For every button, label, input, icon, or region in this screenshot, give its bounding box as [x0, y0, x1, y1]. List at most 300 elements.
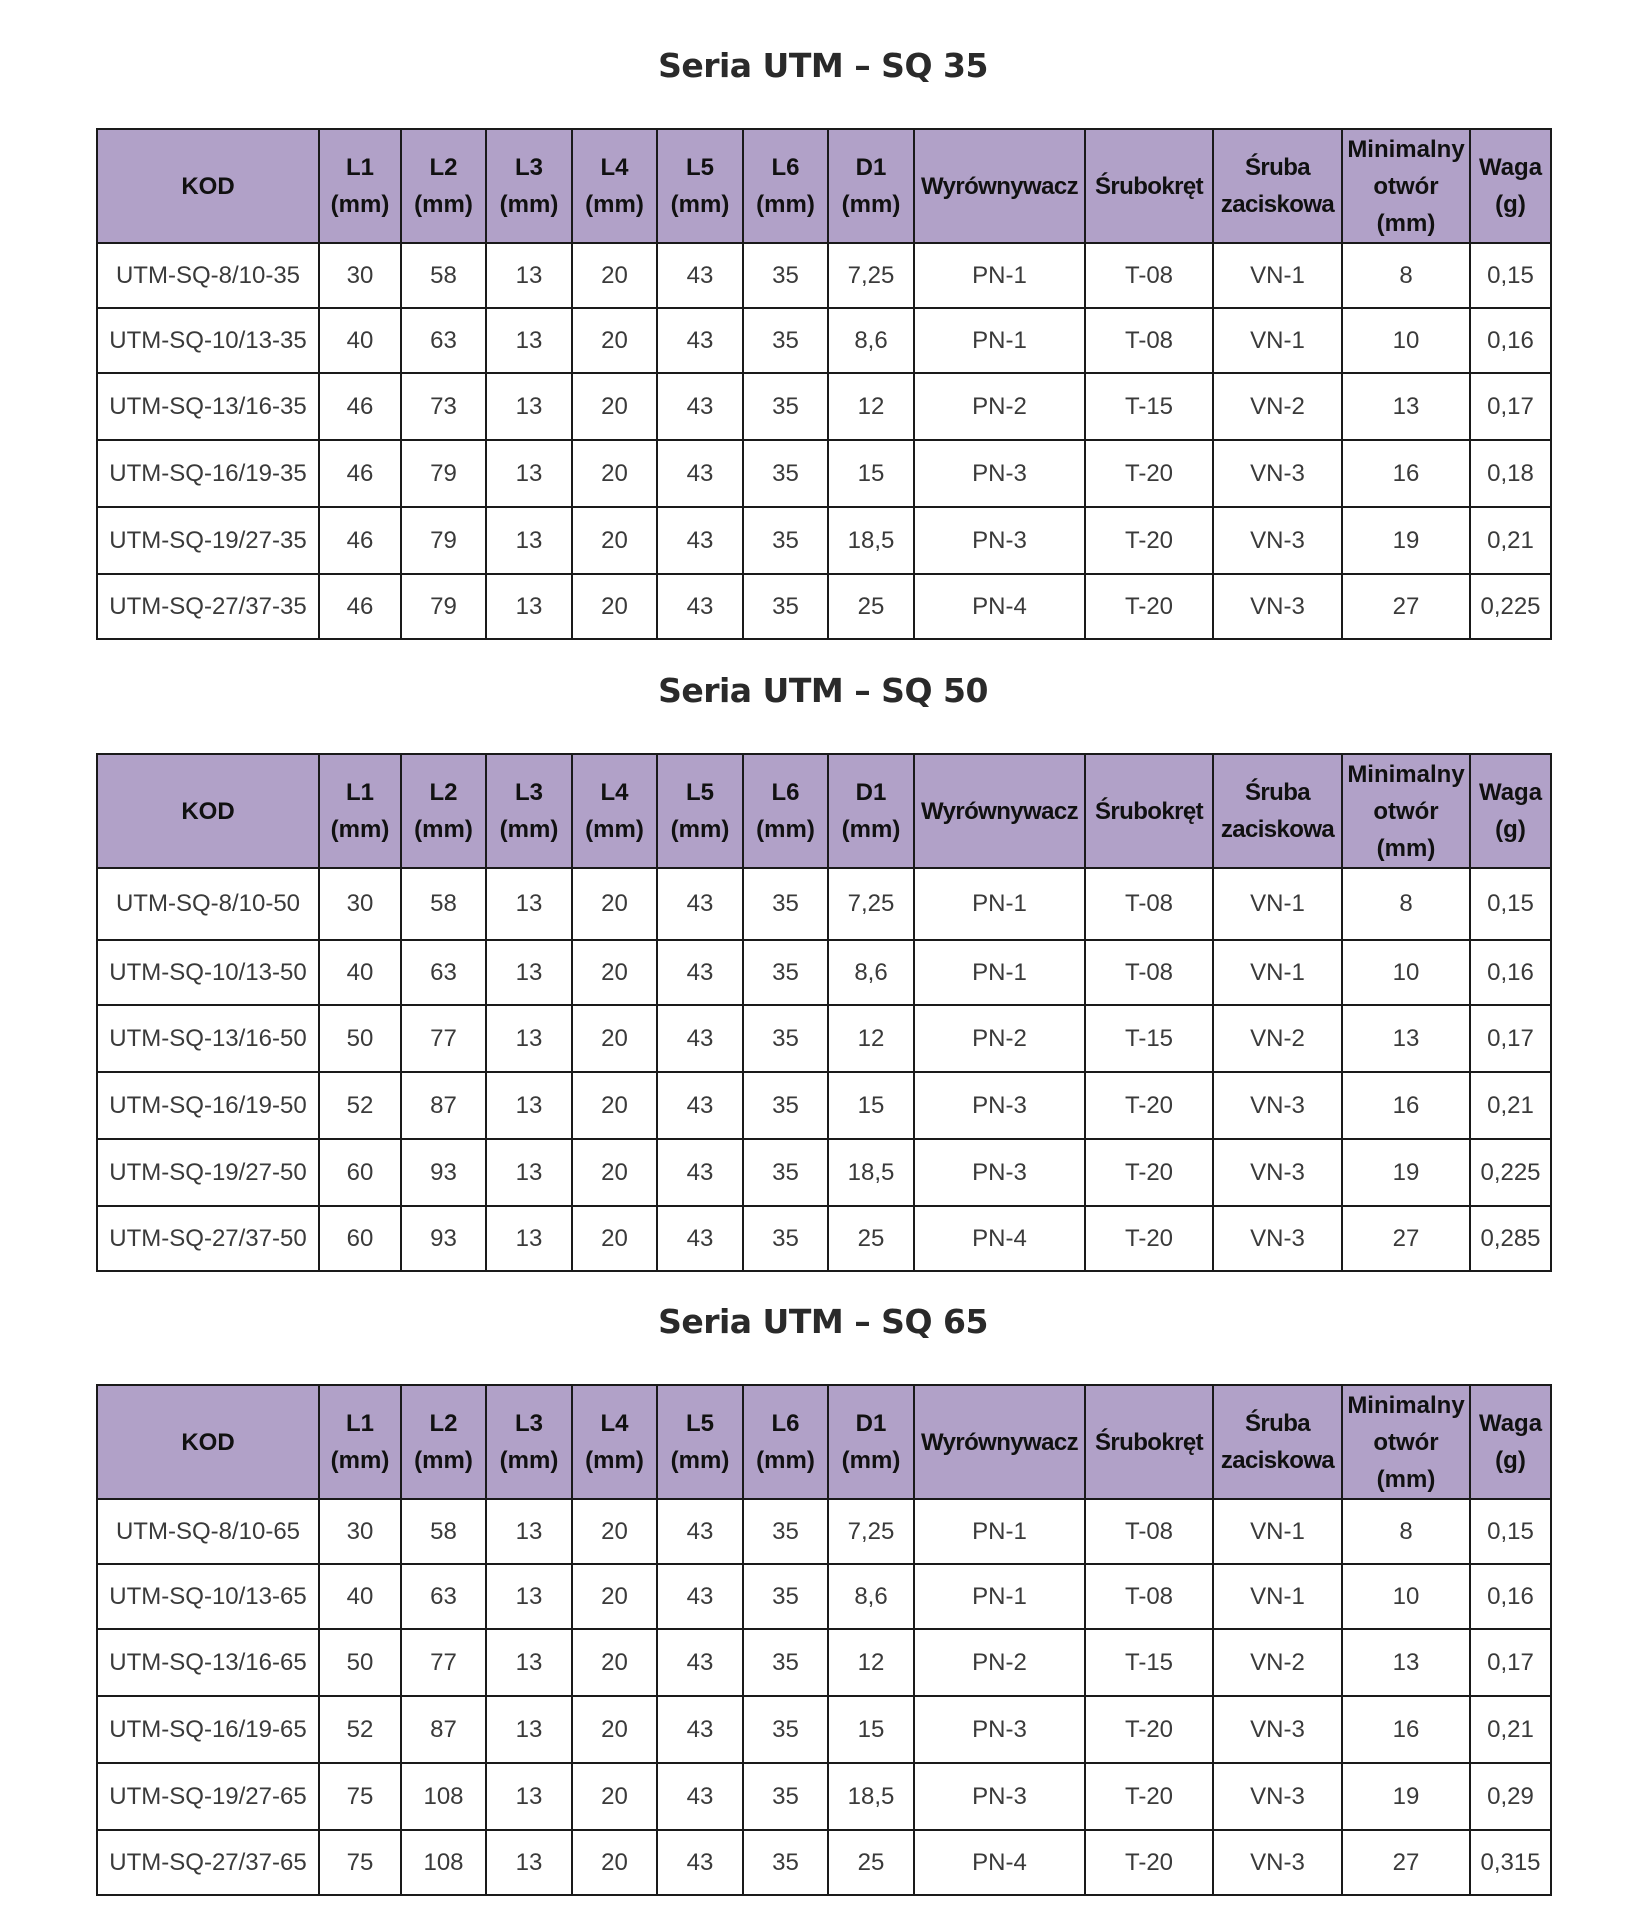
spec-table-sq35 — [96, 128, 1552, 640]
value-cell: 13 — [486, 868, 572, 940]
value-cell: 20 — [572, 574, 657, 639]
value-cell: 46 — [319, 574, 401, 639]
value-cell: T-20 — [1085, 1696, 1213, 1763]
section-sq65 — [96, 1296, 1550, 1896]
value-cell: 0,21 — [1470, 1072, 1551, 1139]
table-row — [97, 1072, 1551, 1139]
value-cell: 0,16 — [1470, 1564, 1551, 1629]
value-cell: VN-2 — [1213, 373, 1342, 440]
header-cell: L6 (mm) — [743, 754, 828, 868]
value-cell: 18,5 — [828, 1139, 914, 1206]
value-cell: 46 — [319, 373, 401, 440]
value-cell: 43 — [657, 868, 743, 940]
value-cell: 7,25 — [828, 243, 914, 308]
value-cell: 20 — [572, 243, 657, 308]
table-row — [97, 868, 1551, 940]
value-cell: 43 — [657, 1139, 743, 1206]
value-cell: 43 — [657, 1629, 743, 1696]
value-cell: 13 — [1342, 1629, 1470, 1696]
value-cell: 40 — [319, 308, 401, 373]
value-cell: VN-3 — [1213, 1206, 1342, 1271]
value-cell: 8,6 — [828, 940, 914, 1005]
product-code-cell: UTM-SQ-19/27-35 — [97, 507, 319, 574]
value-cell: 20 — [572, 940, 657, 1005]
product-code-cell: UTM-SQ-16/19-65 — [97, 1696, 319, 1763]
value-cell: 43 — [657, 507, 743, 574]
value-cell: T-20 — [1085, 1830, 1213, 1895]
value-cell: 58 — [401, 1499, 486, 1564]
header-cell: L3 (mm) — [486, 129, 572, 243]
value-cell: 0,15 — [1470, 868, 1551, 940]
value-cell: VN-3 — [1213, 1696, 1342, 1763]
header-cell: L4 (mm) — [572, 129, 657, 243]
value-cell: 35 — [743, 1005, 828, 1072]
value-cell: 79 — [401, 574, 486, 639]
value-cell: 13 — [486, 574, 572, 639]
header-cell: Minimalny otwór (mm) — [1342, 1385, 1470, 1499]
value-cell: 87 — [401, 1696, 486, 1763]
value-cell: 13 — [1342, 373, 1470, 440]
value-cell: PN-4 — [914, 1830, 1085, 1895]
value-cell: 20 — [572, 868, 657, 940]
header-cell: Minimalny otwór (mm) — [1342, 129, 1470, 243]
value-cell: 13 — [486, 373, 572, 440]
header-cell: KOD — [97, 129, 319, 243]
value-cell: 43 — [657, 1564, 743, 1629]
header-cell: Minimalny otwór (mm) — [1342, 754, 1470, 868]
value-cell: 63 — [401, 1564, 486, 1629]
header-cell: Waga (g) — [1470, 754, 1551, 868]
value-cell: 35 — [743, 507, 828, 574]
value-cell: 0,16 — [1470, 940, 1551, 1005]
value-cell: 35 — [743, 1206, 828, 1271]
value-cell: 15 — [828, 1072, 914, 1139]
value-cell: 43 — [657, 308, 743, 373]
value-cell: 16 — [1342, 1696, 1470, 1763]
value-cell: 46 — [319, 507, 401, 574]
value-cell: 43 — [657, 1696, 743, 1763]
value-cell: 35 — [743, 1763, 828, 1830]
value-cell: 12 — [828, 1005, 914, 1072]
value-cell: 79 — [401, 440, 486, 507]
value-cell: 0,285 — [1470, 1206, 1551, 1271]
value-cell: 27 — [1342, 1830, 1470, 1895]
value-cell: PN-1 — [914, 243, 1085, 308]
value-cell: 0,17 — [1470, 1005, 1551, 1072]
value-cell: VN-2 — [1213, 1629, 1342, 1696]
value-cell: 8 — [1342, 868, 1470, 940]
value-cell: 35 — [743, 1072, 828, 1139]
value-cell: VN-1 — [1213, 1564, 1342, 1629]
value-cell: T-08 — [1085, 868, 1213, 940]
value-cell: T-20 — [1085, 1072, 1213, 1139]
value-cell: 13 — [486, 1072, 572, 1139]
value-cell: 43 — [657, 940, 743, 1005]
value-cell: 35 — [743, 940, 828, 1005]
value-cell: 75 — [319, 1763, 401, 1830]
value-cell: PN-3 — [914, 1763, 1085, 1830]
value-cell: 13 — [486, 1564, 572, 1629]
value-cell: 35 — [743, 308, 828, 373]
value-cell: 60 — [319, 1139, 401, 1206]
value-cell: PN-1 — [914, 1499, 1085, 1564]
value-cell: 0,17 — [1470, 373, 1551, 440]
value-cell: 18,5 — [828, 507, 914, 574]
value-cell: 63 — [401, 308, 486, 373]
value-cell: 20 — [572, 308, 657, 373]
value-cell: 43 — [657, 373, 743, 440]
table-row — [97, 1499, 1551, 1564]
value-cell: T-08 — [1085, 243, 1213, 308]
value-cell: 13 — [486, 1696, 572, 1763]
value-cell: 20 — [572, 373, 657, 440]
value-cell: T-20 — [1085, 1206, 1213, 1271]
value-cell: VN-3 — [1213, 1830, 1342, 1895]
value-cell: 30 — [319, 243, 401, 308]
product-code-cell: UTM-SQ-10/13-50 — [97, 940, 319, 1005]
value-cell: 46 — [319, 440, 401, 507]
value-cell: 8 — [1342, 1499, 1470, 1564]
header-cell: L1 (mm) — [319, 754, 401, 868]
product-code-cell: UTM-SQ-13/16-35 — [97, 373, 319, 440]
product-code-cell: UTM-SQ-8/10-35 — [97, 243, 319, 308]
value-cell: 79 — [401, 507, 486, 574]
value-cell: 30 — [319, 1499, 401, 1564]
table-row — [97, 1830, 1551, 1895]
value-cell: 20 — [572, 1629, 657, 1696]
value-cell: 43 — [657, 1072, 743, 1139]
value-cell: 30 — [319, 868, 401, 940]
value-cell: 35 — [743, 574, 828, 639]
product-code-cell: UTM-SQ-10/13-65 — [97, 1564, 319, 1629]
value-cell: 0,315 — [1470, 1830, 1551, 1895]
value-cell: T-20 — [1085, 440, 1213, 507]
value-cell: 0,29 — [1470, 1763, 1551, 1830]
value-cell: 40 — [319, 940, 401, 1005]
header-cell: Wyrównywacz — [914, 754, 1085, 868]
product-code-cell: UTM-SQ-10/13-35 — [97, 308, 319, 373]
value-cell: 58 — [401, 243, 486, 308]
header-cell: Śrubokręt — [1085, 754, 1213, 868]
value-cell: 7,25 — [828, 868, 914, 940]
header-cell: L6 (mm) — [743, 129, 828, 243]
value-cell: T-08 — [1085, 940, 1213, 1005]
value-cell: VN-3 — [1213, 1072, 1342, 1139]
table-row — [97, 308, 1551, 373]
value-cell: 8,6 — [828, 308, 914, 373]
value-cell: 0,15 — [1470, 243, 1551, 308]
value-cell: 19 — [1342, 507, 1470, 574]
value-cell: 43 — [657, 1830, 743, 1895]
value-cell: 43 — [657, 1206, 743, 1271]
table-row — [97, 1629, 1551, 1696]
product-code-cell: UTM-SQ-27/37-50 — [97, 1206, 319, 1271]
table-row — [97, 1763, 1551, 1830]
table-row — [97, 574, 1551, 639]
value-cell: 13 — [486, 1629, 572, 1696]
value-cell: 16 — [1342, 440, 1470, 507]
value-cell: 13 — [486, 243, 572, 308]
value-cell: 0,17 — [1470, 1629, 1551, 1696]
value-cell: 35 — [743, 1629, 828, 1696]
value-cell: PN-3 — [914, 1072, 1085, 1139]
value-cell: 15 — [828, 1696, 914, 1763]
value-cell: 10 — [1342, 308, 1470, 373]
value-cell: 20 — [572, 507, 657, 574]
value-cell: VN-3 — [1213, 507, 1342, 574]
value-cell: 20 — [572, 1830, 657, 1895]
value-cell: 0,21 — [1470, 507, 1551, 574]
value-cell: 35 — [743, 1499, 828, 1564]
value-cell: PN-4 — [914, 574, 1085, 639]
value-cell: 13 — [486, 507, 572, 574]
header-cell: L1 (mm) — [319, 1385, 401, 1499]
header-cell: Śruba zaciskowa — [1213, 129, 1342, 243]
spec-table-sq50 — [96, 753, 1552, 1272]
header-cell: L5 (mm) — [657, 1385, 743, 1499]
value-cell: T-08 — [1085, 1499, 1213, 1564]
value-cell: 35 — [743, 1696, 828, 1763]
value-cell: 20 — [572, 440, 657, 507]
product-code-cell: UTM-SQ-8/10-65 — [97, 1499, 319, 1564]
product-code-cell: UTM-SQ-13/16-65 — [97, 1629, 319, 1696]
header-cell: Wyrównywacz — [914, 1385, 1085, 1499]
product-code-cell: UTM-SQ-16/19-50 — [97, 1072, 319, 1139]
header-cell: D1 (mm) — [828, 754, 914, 868]
header-cell: L6 (mm) — [743, 1385, 828, 1499]
value-cell: 52 — [319, 1072, 401, 1139]
header-cell: L2 (mm) — [401, 129, 486, 243]
value-cell: 20 — [572, 1206, 657, 1271]
value-cell: T-20 — [1085, 574, 1213, 639]
value-cell: 63 — [401, 940, 486, 1005]
value-cell: 16 — [1342, 1072, 1470, 1139]
value-cell: 93 — [401, 1139, 486, 1206]
section-sq50 — [96, 665, 1550, 1275]
value-cell: VN-2 — [1213, 1005, 1342, 1072]
value-cell: T-15 — [1085, 1005, 1213, 1072]
header-cell: L5 (mm) — [657, 754, 743, 868]
value-cell: T-08 — [1085, 308, 1213, 373]
value-cell: 8,6 — [828, 1564, 914, 1629]
value-cell: 87 — [401, 1072, 486, 1139]
header-cell: L2 (mm) — [401, 754, 486, 868]
value-cell: 25 — [828, 1206, 914, 1271]
value-cell: PN-2 — [914, 1005, 1085, 1072]
header-cell: L1 (mm) — [319, 129, 401, 243]
product-code-cell: UTM-SQ-27/37-65 — [97, 1830, 319, 1895]
value-cell: 13 — [486, 1206, 572, 1271]
value-cell: 13 — [486, 1139, 572, 1206]
value-cell: PN-4 — [914, 1206, 1085, 1271]
table-row — [97, 1005, 1551, 1072]
value-cell: 8 — [1342, 243, 1470, 308]
value-cell: 0,225 — [1470, 574, 1551, 639]
value-cell: PN-3 — [914, 1696, 1085, 1763]
value-cell: 25 — [828, 1830, 914, 1895]
value-cell: 50 — [319, 1005, 401, 1072]
product-code-cell: UTM-SQ-13/16-50 — [97, 1005, 319, 1072]
section-title: Seria UTM – SQ 35 — [658, 46, 988, 85]
value-cell: PN-1 — [914, 308, 1085, 373]
value-cell: 0,225 — [1470, 1139, 1551, 1206]
value-cell: VN-1 — [1213, 308, 1342, 373]
value-cell: 20 — [572, 1005, 657, 1072]
value-cell: 27 — [1342, 1206, 1470, 1271]
header-cell: KOD — [97, 1385, 319, 1499]
table-row — [97, 1696, 1551, 1763]
value-cell: 50 — [319, 1629, 401, 1696]
value-cell: PN-2 — [914, 1629, 1085, 1696]
table-row — [97, 940, 1551, 1005]
value-cell: 20 — [572, 1499, 657, 1564]
product-code-cell: UTM-SQ-16/19-35 — [97, 440, 319, 507]
value-cell: 35 — [743, 1139, 828, 1206]
table-row — [97, 373, 1551, 440]
value-cell: 43 — [657, 243, 743, 308]
value-cell: PN-1 — [914, 868, 1085, 940]
header-cell: L5 (mm) — [657, 129, 743, 243]
value-cell: 13 — [486, 940, 572, 1005]
value-cell: 20 — [572, 1564, 657, 1629]
value-cell: 0,21 — [1470, 1696, 1551, 1763]
section-title: Seria UTM – SQ 50 — [658, 671, 988, 710]
product-code-cell: UTM-SQ-27/37-35 — [97, 574, 319, 639]
value-cell: 43 — [657, 1005, 743, 1072]
value-cell: 20 — [572, 1696, 657, 1763]
header-cell: Waga (g) — [1470, 129, 1551, 243]
value-cell: 0,15 — [1470, 1499, 1551, 1564]
header-cell: Śrubokręt — [1085, 129, 1213, 243]
section-title: Seria UTM – SQ 65 — [658, 1302, 988, 1341]
value-cell: VN-3 — [1213, 1763, 1342, 1830]
value-cell: 35 — [743, 373, 828, 440]
value-cell: 13 — [1342, 1005, 1470, 1072]
value-cell: 0,16 — [1470, 308, 1551, 373]
value-cell: 20 — [572, 1763, 657, 1830]
value-cell: VN-1 — [1213, 243, 1342, 308]
table-row — [97, 440, 1551, 507]
value-cell: 77 — [401, 1005, 486, 1072]
value-cell: T-08 — [1085, 1564, 1213, 1629]
value-cell: PN-1 — [914, 1564, 1085, 1629]
value-cell: 7,25 — [828, 1499, 914, 1564]
value-cell: 75 — [319, 1830, 401, 1895]
product-code-cell: UTM-SQ-8/10-50 — [97, 868, 319, 940]
value-cell: PN-2 — [914, 373, 1085, 440]
value-cell: PN-3 — [914, 507, 1085, 574]
value-cell: PN-3 — [914, 440, 1085, 507]
value-cell: VN-1 — [1213, 868, 1342, 940]
header-cell: Śruba zaciskowa — [1213, 1385, 1342, 1499]
header-cell: Wyrównywacz — [914, 129, 1085, 243]
header-cell: D1 (mm) — [828, 129, 914, 243]
header-cell: Waga (g) — [1470, 1385, 1551, 1499]
header-cell: Śruba zaciskowa — [1213, 754, 1342, 868]
value-cell: 73 — [401, 373, 486, 440]
value-cell: T-20 — [1085, 1763, 1213, 1830]
section-sq35 — [96, 40, 1550, 640]
header-cell: L4 (mm) — [572, 1385, 657, 1499]
value-cell: VN-3 — [1213, 440, 1342, 507]
value-cell: 93 — [401, 1206, 486, 1271]
table-row — [97, 1206, 1551, 1271]
value-cell: 12 — [828, 1629, 914, 1696]
value-cell: 35 — [743, 1830, 828, 1895]
value-cell: 27 — [1342, 574, 1470, 639]
header-cell: L3 (mm) — [486, 754, 572, 868]
value-cell: 58 — [401, 868, 486, 940]
value-cell: 43 — [657, 1499, 743, 1564]
value-cell: 43 — [657, 1763, 743, 1830]
value-cell: 20 — [572, 1072, 657, 1139]
table-row — [97, 243, 1551, 308]
value-cell: 108 — [401, 1763, 486, 1830]
value-cell: 35 — [743, 868, 828, 940]
value-cell: 13 — [486, 1005, 572, 1072]
value-cell: 13 — [486, 440, 572, 507]
value-cell: 10 — [1342, 1564, 1470, 1629]
value-cell: VN-1 — [1213, 1499, 1342, 1564]
product-code-cell: UTM-SQ-19/27-50 — [97, 1139, 319, 1206]
value-cell: 52 — [319, 1696, 401, 1763]
value-cell: 18,5 — [828, 1763, 914, 1830]
value-cell: 77 — [401, 1629, 486, 1696]
value-cell: 35 — [743, 243, 828, 308]
value-cell: 13 — [486, 308, 572, 373]
table-row — [97, 1564, 1551, 1629]
value-cell: PN-1 — [914, 940, 1085, 1005]
value-cell: 43 — [657, 574, 743, 639]
value-cell: 12 — [828, 373, 914, 440]
spec-table-sq65 — [96, 1384, 1552, 1896]
header-cell: L4 (mm) — [572, 754, 657, 868]
value-cell: 20 — [572, 1139, 657, 1206]
value-cell: 60 — [319, 1206, 401, 1271]
value-cell: 13 — [486, 1763, 572, 1830]
header-cell: L3 (mm) — [486, 1385, 572, 1499]
value-cell: 43 — [657, 440, 743, 507]
header-cell: Śrubokręt — [1085, 1385, 1213, 1499]
value-cell: 0,18 — [1470, 440, 1551, 507]
value-cell: 15 — [828, 440, 914, 507]
table-row — [97, 1139, 1551, 1206]
value-cell: T-20 — [1085, 1139, 1213, 1206]
value-cell: 35 — [743, 440, 828, 507]
value-cell: PN-3 — [914, 1139, 1085, 1206]
value-cell: VN-3 — [1213, 1139, 1342, 1206]
value-cell: 35 — [743, 1564, 828, 1629]
table-row — [97, 507, 1551, 574]
value-cell: T-15 — [1085, 1629, 1213, 1696]
value-cell: 13 — [486, 1499, 572, 1564]
value-cell: VN-3 — [1213, 574, 1342, 639]
product-code-cell: UTM-SQ-19/27-65 — [97, 1763, 319, 1830]
header-row — [97, 1385, 1551, 1499]
value-cell: T-15 — [1085, 373, 1213, 440]
header-cell: L2 (mm) — [401, 1385, 486, 1499]
value-cell: 19 — [1342, 1763, 1470, 1830]
header-cell: KOD — [97, 754, 319, 868]
value-cell: T-20 — [1085, 507, 1213, 574]
value-cell: 13 — [486, 1830, 572, 1895]
value-cell: VN-1 — [1213, 940, 1342, 1005]
header-row — [97, 129, 1551, 243]
value-cell: 19 — [1342, 1139, 1470, 1206]
header-cell: D1 (mm) — [828, 1385, 914, 1499]
value-cell: 10 — [1342, 940, 1470, 1005]
value-cell: 108 — [401, 1830, 486, 1895]
